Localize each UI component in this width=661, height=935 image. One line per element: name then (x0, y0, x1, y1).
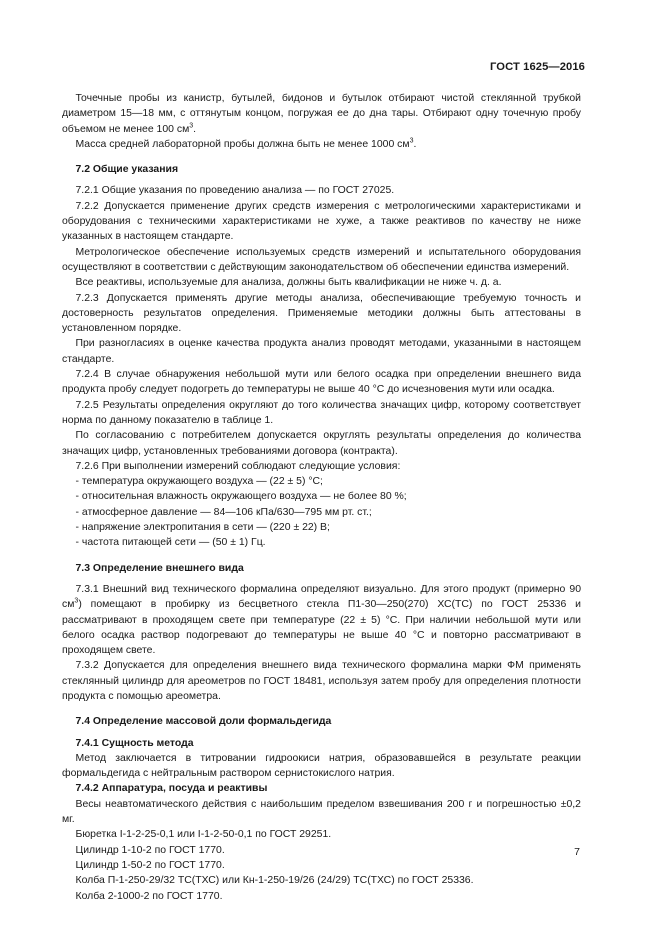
section-heading-7-3: 7.3 Определение внешнего вида (75, 562, 244, 574)
paragraph-7-2-4: 7.2.4 В случае обнаружения небольшой мути или белого осадка при определении внешнего вида продукта пробу следует подогреть до температуры не выше 40 °С до исчезновения мути или осадка. (62, 369, 581, 396)
paragraph-sample-mass: Масса средней лабораторной пробы должна быть не менее 1000 $см^3$. (75, 137, 417, 150)
condition-humidity: - относительная влажность окружающего воздуха — не более 80 %; (75, 491, 407, 503)
section-heading-7-2: 7.2 Общие указания (75, 164, 179, 176)
paragraph-7-3-1: 7.3.1 Внешний вид технического формалина определяют визуально. Для этого продукт (примерно 90 $см^3$) помещают в пробирку из бесцветного стекла П1-30—250(270) ХС(ТС) по ГОСТ 25336 и рассматривают в проходящем свете при температуре (22 ± 5) °С. При наличии небольшой мути или белого осадка раствор подогревают до температуры не выше 40 °С и повторно рассматривают в проходящем свете. (62, 583, 581, 657)
subsection-heading-7-4-2: 7.4.2 Аппаратура, посуда и реактивы (75, 783, 268, 795)
equipment-scales: Весы неавтоматического действия с наибольшим пределом взвешивания 200 г и погрешностью ±0,2 мг. (62, 798, 581, 826)
page-number: 7 (574, 846, 580, 858)
paragraph-7-2-3-disputes: При разногласиях в оценке качества продукта анализ проводят методами, указанными в настоящем стандарте. (62, 338, 581, 365)
equipment-flask-1000: Колба 2-1000-2 по ГОСТ 1770. (75, 890, 223, 902)
condition-frequency: - частота питающей сети — (50 ± 1) Гц. (75, 537, 266, 549)
paragraph-sampling: Точечные пробы из канистр, бутылей, бидонов и бутылок отбирают чистой стеклянной трубкой диаметром 15—18 мм, с оттянутым концом, погружая ее до дна тары. Отбирают одну точечную пробу объемом не менее 100 $см^3$. (62, 93, 581, 135)
section-heading-7-4: 7.4 Определение массовой доли формальдегида (75, 716, 332, 728)
paragraph-7-2-2: 7.2.2 Допускается применение других средств измерения с метрологическими характеристиками и оборудования с техническими характеристиками не хуже, а также реактивов по качеству не ниже указанных в настоящем стандарте. (62, 200, 581, 243)
paragraph-7-2-6: 7.2.6 При выполнении измерений соблюдают следующие условия: (75, 460, 401, 472)
paragraph-7-4-1: Метод заключается в титровании гидроокиси натрия, образовавшейся в результате реакции формальдегида с нейтральным раствором сернистокислого натрия. (62, 752, 581, 780)
document-body (62, 91, 581, 904)
equipment-flask-250: Колба П-1-250-29/32 ТС(ТХС) или Кн-1-250-19/26 (24/29) ТС(ТХС) по ГОСТ 25336. (75, 875, 474, 887)
subsection-heading-7-4-1: 7.4.1 Сущность метода (75, 737, 194, 749)
document-header: ГОСТ 1625—2016 (489, 61, 585, 73)
equipment-burette: Бюретка I-1-2-25-0,1 или I-1-2-50-0,1 по ГОСТ 29251. (75, 829, 332, 841)
condition-temperature: - температура окружающего воздуха — (22 ± 5) °С; (75, 476, 323, 488)
paragraph-7-3-2: 7.3.2 Допускается для определения внешнего вида технического формалина марки ФМ применять стеклянный цилиндр для ареометров по ГОСТ 18481, используя затем пробу для определения плотности продукта с помощью ареометра. (62, 660, 581, 702)
paragraph-7-2-5: 7.2.5 Результаты определения округляют до того количества значащих цифр, которому соответствует норма по данному показателю в таблице 1. (62, 399, 581, 426)
paragraph-7-2-5-rounding: По согласованию с потребителем допускается округлять результаты определения до количества значащих цифр, установленных требованиями договора (контракта). (62, 430, 581, 457)
equipment-cylinder-50: Цилиндр 1-50-2 по ГОСТ 1770. (75, 859, 225, 871)
condition-pressure: - атмосферное давление — 84—106 кПа/630—795 мм рт. ст.; (75, 506, 372, 518)
paragraph-7-2-1: 7.2.1 Общие указания по проведению анализа — по ГОСТ 27025. (75, 185, 395, 197)
paragraph-7-2-2-reagents: Все реактивы, используемые для анализа, должны быть квалификации не ниже ч. д. а. (75, 277, 502, 289)
equipment-cylinder-10: Цилиндр 1-10-2 по ГОСТ 1770. (75, 844, 225, 856)
condition-voltage: - напряжение электропитания в сети — (220 ± 22) В; (75, 522, 330, 534)
paragraph-7-2-2-metrology: Метрологическое обеспечение используемых средств измерений и испытательного оборудования осуществляют в соответствии с действующим законодательством об обеспечении единства измерений. (62, 246, 581, 273)
paragraph-7-2-3: 7.2.3 Допускается применять другие методы анализа, обеспечивающие требуемую точность и достоверность результатов определения. Применяемые методики должны быть аттестованы в установленном порядке. (62, 292, 581, 335)
